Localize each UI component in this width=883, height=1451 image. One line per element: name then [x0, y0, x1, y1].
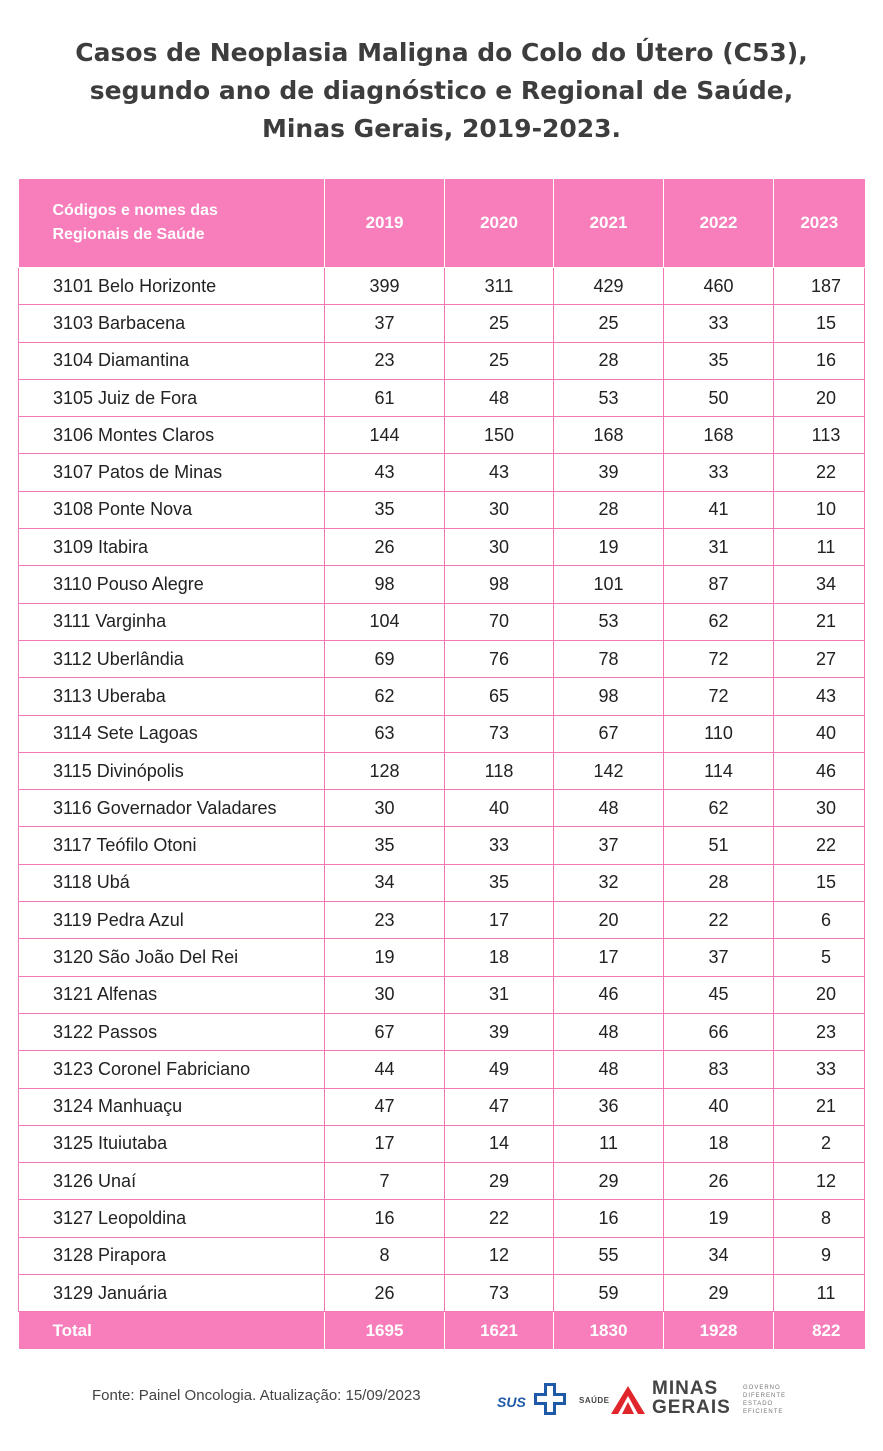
table-row — [19, 678, 865, 715]
header-year-2022: 2022 — [664, 179, 774, 268]
value-cell-2020: 12 — [445, 1237, 554, 1274]
value-cell-2019: 17 — [325, 1125, 445, 1162]
value-cell-2021: 17 — [554, 939, 664, 976]
page-title — [0, 34, 883, 148]
value-cell-2022: 110 — [664, 715, 774, 752]
total-2023: 822 — [774, 1312, 865, 1350]
region-name-cell: 3127 Leopoldina — [19, 1200, 325, 1237]
value-cell-2023: 6 — [774, 902, 865, 939]
value-cell-2019: 19 — [325, 939, 445, 976]
value-cell-2021: 19 — [554, 529, 664, 566]
value-cell-2019: 399 — [325, 268, 445, 305]
region-name-cell: 3111 Varginha — [19, 603, 325, 640]
table-row — [19, 752, 865, 789]
value-cell-2021: 37 — [554, 827, 664, 864]
value-cell-2022: 26 — [664, 1163, 774, 1200]
value-cell-2020: 70 — [445, 603, 554, 640]
value-cell-2022: 31 — [664, 529, 774, 566]
region-name-cell: 3125 Ituiutaba — [19, 1125, 325, 1162]
value-cell-2023: 11 — [774, 1275, 865, 1312]
value-cell-2020: 150 — [445, 417, 554, 454]
region-name-cell: 3124 Manhuaçu — [19, 1088, 325, 1125]
header-year-2019: 2019 — [325, 179, 445, 268]
region-name-cell: 3114 Sete Lagoas — [19, 715, 325, 752]
table-row — [19, 268, 865, 305]
value-cell-2021: 53 — [554, 603, 664, 640]
title-line-1: Casos de Neoplasia Maligna do Colo do Útero (C53), — [75, 38, 808, 67]
value-cell-2023: 9 — [774, 1237, 865, 1274]
value-cell-2023: 22 — [774, 454, 865, 491]
value-cell-2021: 28 — [554, 491, 664, 528]
value-cell-2020: 35 — [445, 864, 554, 901]
source-note: Fonte: Painel Oncologia. Atualização: 15/09/2023 — [92, 1387, 421, 1404]
value-cell-2022: 45 — [664, 976, 774, 1013]
value-cell-2022: 66 — [664, 1013, 774, 1050]
value-cell-2021: 429 — [554, 268, 664, 305]
mg-line-2: GERAIS — [652, 1397, 731, 1418]
value-cell-2021: 78 — [554, 640, 664, 677]
region-name-cell: 3101 Belo Horizonte — [19, 268, 325, 305]
table-row — [19, 417, 865, 454]
value-cell-2023: 2 — [774, 1125, 865, 1162]
region-name-cell: 3103 Barbacena — [19, 305, 325, 342]
table-row — [19, 566, 865, 603]
table-row — [19, 603, 865, 640]
value-cell-2023: 21 — [774, 1088, 865, 1125]
value-cell-2021: 55 — [554, 1237, 664, 1274]
value-cell-2023: 10 — [774, 491, 865, 528]
table-row — [19, 715, 865, 752]
value-cell-2023: 34 — [774, 566, 865, 603]
value-cell-2019: 62 — [325, 678, 445, 715]
value-cell-2019: 34 — [325, 864, 445, 901]
region-name-cell: 3106 Montes Claros — [19, 417, 325, 454]
value-cell-2023: 5 — [774, 939, 865, 976]
value-cell-2023: 27 — [774, 640, 865, 677]
minas-gerais-wordmark — [652, 1379, 731, 1417]
value-cell-2022: 28 — [664, 864, 774, 901]
value-cell-2019: 104 — [325, 603, 445, 640]
table-row — [19, 976, 865, 1013]
value-cell-2021: 59 — [554, 1275, 664, 1312]
value-cell-2022: 22 — [664, 902, 774, 939]
region-name-cell: 3113 Uberaba — [19, 678, 325, 715]
value-cell-2019: 23 — [325, 342, 445, 379]
value-cell-2020: 29 — [445, 1163, 554, 1200]
sus-logo-text: SUS — [497, 1394, 526, 1410]
value-cell-2021: 46 — [554, 976, 664, 1013]
value-cell-2019: 23 — [325, 902, 445, 939]
region-name-cell: 3126 Unaí — [19, 1163, 325, 1200]
value-cell-2019: 98 — [325, 566, 445, 603]
value-cell-2021: 29 — [554, 1163, 664, 1200]
value-cell-2019: 30 — [325, 790, 445, 827]
value-cell-2023: 46 — [774, 752, 865, 789]
table-row — [19, 1237, 865, 1274]
value-cell-2021: 28 — [554, 342, 664, 379]
value-cell-2020: 22 — [445, 1200, 554, 1237]
region-name-cell: 3122 Passos — [19, 1013, 325, 1050]
cases-table — [18, 179, 865, 1349]
table-row — [19, 454, 865, 491]
value-cell-2019: 63 — [325, 715, 445, 752]
minas-gerais-triangle-icon — [611, 1386, 645, 1414]
value-cell-2022: 19 — [664, 1200, 774, 1237]
header-year-2021: 2021 — [554, 179, 664, 268]
value-cell-2020: 73 — [445, 715, 554, 752]
value-cell-2019: 47 — [325, 1088, 445, 1125]
value-cell-2022: 50 — [664, 379, 774, 416]
value-cell-2022: 114 — [664, 752, 774, 789]
value-cell-2019: 16 — [325, 1200, 445, 1237]
table-row — [19, 379, 865, 416]
value-cell-2019: 128 — [325, 752, 445, 789]
value-cell-2020: 49 — [445, 1051, 554, 1088]
header-year-2020: 2020 — [445, 179, 554, 268]
region-name-cell: 3105 Juiz de Fora — [19, 379, 325, 416]
value-cell-2022: 29 — [664, 1275, 774, 1312]
value-cell-2023: 30 — [774, 790, 865, 827]
total-row — [19, 1312, 865, 1350]
value-cell-2022: 41 — [664, 491, 774, 528]
value-cell-2019: 44 — [325, 1051, 445, 1088]
region-name-cell: 3117 Teófilo Otoni — [19, 827, 325, 864]
table-row — [19, 827, 865, 864]
value-cell-2021: 98 — [554, 678, 664, 715]
value-cell-2021: 25 — [554, 305, 664, 342]
value-cell-2022: 62 — [664, 790, 774, 827]
value-cell-2020: 39 — [445, 1013, 554, 1050]
region-name-cell: 3120 São João Del Rei — [19, 939, 325, 976]
value-cell-2021: 48 — [554, 1051, 664, 1088]
table-row — [19, 1051, 865, 1088]
mg-sub-4: EFICIENTE — [743, 1409, 784, 1415]
value-cell-2023: 113 — [774, 417, 865, 454]
value-cell-2020: 30 — [445, 491, 554, 528]
value-cell-2022: 40 — [664, 1088, 774, 1125]
value-cell-2021: 48 — [554, 1013, 664, 1050]
value-cell-2020: 98 — [445, 566, 554, 603]
mg-sub-2: DIFERENTE — [743, 1393, 787, 1399]
region-name-cell: 3107 Patos de Minas — [19, 454, 325, 491]
value-cell-2021: 16 — [554, 1200, 664, 1237]
value-cell-2023: 15 — [774, 305, 865, 342]
table-row — [19, 305, 865, 342]
value-cell-2022: 460 — [664, 268, 774, 305]
mg-sub-1: GOVERNO — [743, 1385, 781, 1391]
value-cell-2021: 48 — [554, 790, 664, 827]
value-cell-2021: 36 — [554, 1088, 664, 1125]
value-cell-2021: 142 — [554, 752, 664, 789]
value-cell-2019: 7 — [325, 1163, 445, 1200]
value-cell-2020: 73 — [445, 1275, 554, 1312]
table-row — [19, 342, 865, 379]
total-2021: 1830 — [554, 1312, 664, 1350]
value-cell-2023: 23 — [774, 1013, 865, 1050]
region-name-cell: 3123 Coronel Fabriciano — [19, 1051, 325, 1088]
title-line-3: Minas Gerais, 2019-2023. — [261, 114, 622, 143]
value-cell-2023: 40 — [774, 715, 865, 752]
value-cell-2019: 61 — [325, 379, 445, 416]
table-row — [19, 1163, 865, 1200]
table-row — [19, 1013, 865, 1050]
value-cell-2021: 32 — [554, 864, 664, 901]
value-cell-2023: 187 — [774, 268, 865, 305]
value-cell-2022: 83 — [664, 1051, 774, 1088]
saude-label: SAÚDE — [579, 1396, 610, 1405]
value-cell-2023: 33 — [774, 1051, 865, 1088]
value-cell-2020: 25 — [445, 342, 554, 379]
value-cell-2022: 37 — [664, 939, 774, 976]
value-cell-2022: 62 — [664, 603, 774, 640]
mg-subtitle — [743, 1384, 786, 1416]
value-cell-2022: 35 — [664, 342, 774, 379]
value-cell-2023: 16 — [774, 342, 865, 379]
value-cell-2019: 35 — [325, 491, 445, 528]
total-2022: 1928 — [664, 1312, 774, 1350]
table-row — [19, 1125, 865, 1162]
table-row — [19, 939, 865, 976]
region-name-cell: 3110 Pouso Alegre — [19, 566, 325, 603]
value-cell-2019: 26 — [325, 1275, 445, 1312]
value-cell-2020: 47 — [445, 1088, 554, 1125]
value-cell-2019: 35 — [325, 827, 445, 864]
value-cell-2023: 20 — [774, 379, 865, 416]
region-name-cell: 3104 Diamantina — [19, 342, 325, 379]
value-cell-2023: 8 — [774, 1200, 865, 1237]
region-name-cell: 3118 Ubá — [19, 864, 325, 901]
value-cell-2019: 26 — [325, 529, 445, 566]
header-region-name — [19, 179, 325, 268]
mg-sub-3: ESTADO — [743, 1401, 774, 1407]
mg-line-1: MINAS — [652, 1378, 719, 1399]
table-row — [19, 902, 865, 939]
table-row — [19, 640, 865, 677]
region-name-cell: 3119 Pedra Azul — [19, 902, 325, 939]
value-cell-2019: 67 — [325, 1013, 445, 1050]
value-cell-2022: 33 — [664, 305, 774, 342]
region-name-cell: 3108 Ponte Nova — [19, 491, 325, 528]
value-cell-2021: 20 — [554, 902, 664, 939]
header-year-2023: 2023 — [774, 179, 865, 268]
value-cell-2020: 17 — [445, 902, 554, 939]
value-cell-2019: 69 — [325, 640, 445, 677]
value-cell-2020: 25 — [445, 305, 554, 342]
value-cell-2020: 43 — [445, 454, 554, 491]
value-cell-2023: 15 — [774, 864, 865, 901]
table-header-row — [19, 179, 865, 268]
value-cell-2019: 30 — [325, 976, 445, 1013]
value-cell-2020: 31 — [445, 976, 554, 1013]
value-cell-2020: 118 — [445, 752, 554, 789]
value-cell-2022: 72 — [664, 640, 774, 677]
value-cell-2020: 30 — [445, 529, 554, 566]
value-cell-2021: 168 — [554, 417, 664, 454]
value-cell-2020: 48 — [445, 379, 554, 416]
total-2019: 1695 — [325, 1312, 445, 1350]
table-body — [19, 268, 865, 1312]
value-cell-2023: 12 — [774, 1163, 865, 1200]
value-cell-2021: 53 — [554, 379, 664, 416]
value-cell-2022: 168 — [664, 417, 774, 454]
value-cell-2019: 144 — [325, 417, 445, 454]
region-name-cell: 3128 Pirapora — [19, 1237, 325, 1274]
table-row — [19, 864, 865, 901]
region-name-cell: 3109 Itabira — [19, 529, 325, 566]
table-row — [19, 1088, 865, 1125]
value-cell-2019: 8 — [325, 1237, 445, 1274]
table-row — [19, 790, 865, 827]
header-name-line-2: Regionais de Saúde — [52, 226, 205, 243]
table-row — [19, 1200, 865, 1237]
value-cell-2019: 37 — [325, 305, 445, 342]
total-2020: 1621 — [445, 1312, 554, 1350]
region-name-cell: 3112 Uberlândia — [19, 640, 325, 677]
table-row — [19, 1275, 865, 1312]
value-cell-2021: 39 — [554, 454, 664, 491]
value-cell-2022: 18 — [664, 1125, 774, 1162]
value-cell-2020: 65 — [445, 678, 554, 715]
value-cell-2022: 34 — [664, 1237, 774, 1274]
title-line-2: segundo ano de diagnóstico e Regional de Saúde, — [89, 76, 794, 105]
total-label: Total — [19, 1312, 325, 1350]
value-cell-2023: 22 — [774, 827, 865, 864]
value-cell-2020: 40 — [445, 790, 554, 827]
value-cell-2022: 72 — [664, 678, 774, 715]
value-cell-2022: 51 — [664, 827, 774, 864]
table-row — [19, 529, 865, 566]
value-cell-2023: 21 — [774, 603, 865, 640]
table-row — [19, 491, 865, 528]
region-name-cell: 3129 Januária — [19, 1275, 325, 1312]
value-cell-2021: 11 — [554, 1125, 664, 1162]
region-name-cell: 3115 Divinópolis — [19, 752, 325, 789]
value-cell-2022: 33 — [664, 454, 774, 491]
value-cell-2023: 43 — [774, 678, 865, 715]
logos-footer — [497, 1378, 797, 1418]
value-cell-2019: 43 — [325, 454, 445, 491]
sus-cross-icon — [533, 1382, 567, 1416]
value-cell-2020: 311 — [445, 268, 554, 305]
value-cell-2020: 33 — [445, 827, 554, 864]
value-cell-2020: 76 — [445, 640, 554, 677]
value-cell-2023: 11 — [774, 529, 865, 566]
value-cell-2023: 20 — [774, 976, 865, 1013]
value-cell-2021: 67 — [554, 715, 664, 752]
value-cell-2022: 87 — [664, 566, 774, 603]
value-cell-2021: 101 — [554, 566, 664, 603]
region-name-cell: 3121 Alfenas — [19, 976, 325, 1013]
value-cell-2020: 18 — [445, 939, 554, 976]
region-name-cell: 3116 Governador Valadares — [19, 790, 325, 827]
header-name-line-1: Códigos e nomes das — [52, 202, 218, 219]
value-cell-2020: 14 — [445, 1125, 554, 1162]
